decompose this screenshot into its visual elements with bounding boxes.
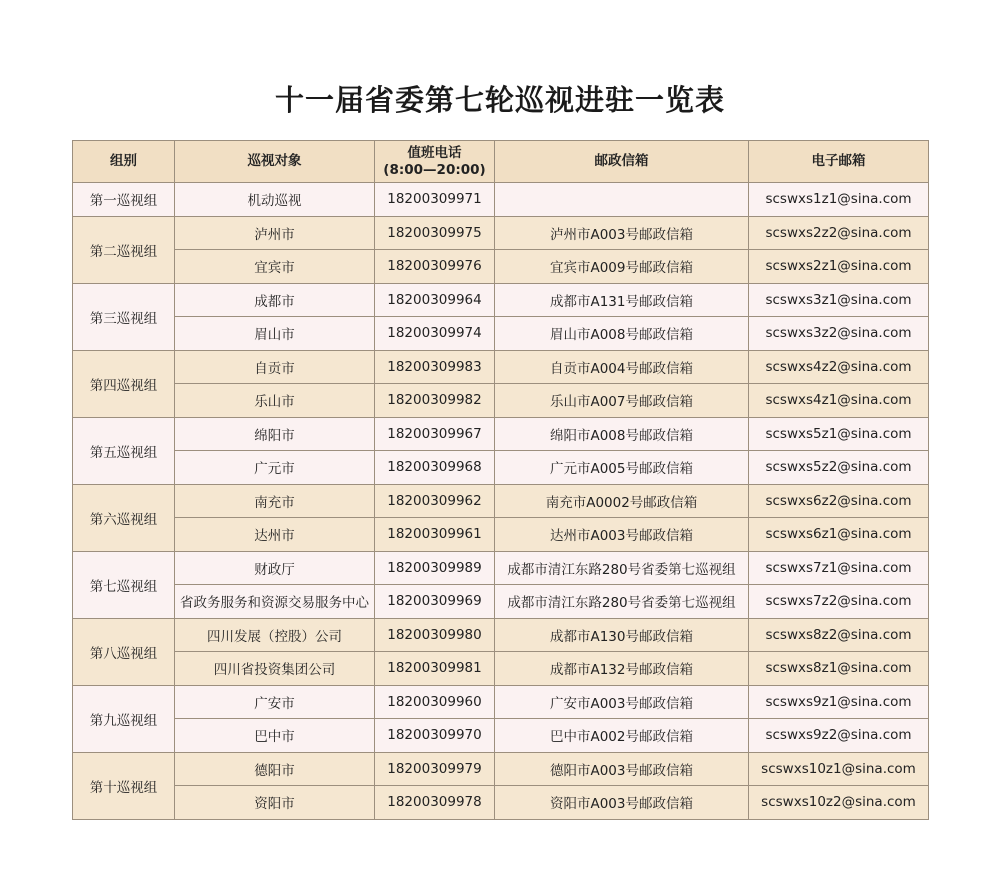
email-cell: scswxs8z2@sina.com <box>749 618 929 652</box>
target-cell: 广安市 <box>175 685 375 719</box>
inspection-table <box>72 140 929 820</box>
mailbox-cell: 眉山市A008号邮政信箱 <box>495 317 749 351</box>
mailbox-cell: 达州市A003号邮政信箱 <box>495 518 749 552</box>
phone-cell: 18200309974 <box>375 317 495 351</box>
header-row <box>73 141 929 183</box>
email-cell: scswxs5z2@sina.com <box>749 451 929 485</box>
mailbox-cell <box>495 183 749 217</box>
email-cell: scswxs3z1@sina.com <box>749 283 929 317</box>
table-header <box>73 141 929 183</box>
table-row <box>73 451 929 485</box>
target-cell: 泸州市 <box>175 216 375 250</box>
group-cell: 第九巡视组 <box>73 685 175 752</box>
table-row <box>73 183 929 217</box>
target-cell: 省政务服务和资源交易服务中心 <box>175 585 375 619</box>
phone-cell: 18200309962 <box>375 484 495 518</box>
mailbox-cell: 广安市A003号邮政信箱 <box>495 685 749 719</box>
phone-cell: 18200309970 <box>375 719 495 753</box>
header-phone-label: 值班电话 <box>407 144 462 161</box>
email-cell: scswxs1z1@sina.com <box>749 183 929 217</box>
email-cell: scswxs9z2@sina.com <box>749 719 929 753</box>
table-row <box>73 719 929 753</box>
email-cell: scswxs7z2@sina.com <box>749 585 929 619</box>
group-cell: 第十巡视组 <box>73 752 175 819</box>
target-cell: 四川省投资集团公司 <box>175 652 375 686</box>
phone-cell: 18200309975 <box>375 216 495 250</box>
target-cell: 巴中市 <box>175 719 375 753</box>
email-cell: scswxs2z1@sina.com <box>749 250 929 284</box>
mailbox-cell: 成都市A132号邮政信箱 <box>495 652 749 686</box>
mailbox-cell: 成都市A131号邮政信箱 <box>495 283 749 317</box>
table-body <box>73 183 929 820</box>
target-cell: 宜宾市 <box>175 250 375 284</box>
mailbox-cell: 泸州市A003号邮政信箱 <box>495 216 749 250</box>
email-cell: scswxs8z1@sina.com <box>749 652 929 686</box>
table-row <box>73 685 929 719</box>
email-cell: scswxs4z2@sina.com <box>749 350 929 384</box>
header-group: 组别 <box>73 141 175 183</box>
phone-cell: 18200309964 <box>375 283 495 317</box>
target-cell: 资阳市 <box>175 786 375 820</box>
header-email: 电子邮箱 <box>749 141 929 183</box>
group-cell: 第六巡视组 <box>73 484 175 551</box>
target-cell: 乐山市 <box>175 384 375 418</box>
mailbox-cell: 自贡市A004号邮政信箱 <box>495 350 749 384</box>
email-cell: scswxs6z1@sina.com <box>749 518 929 552</box>
phone-cell: 18200309982 <box>375 384 495 418</box>
target-cell: 眉山市 <box>175 317 375 351</box>
target-cell: 广元市 <box>175 451 375 485</box>
email-cell: scswxs9z1@sina.com <box>749 685 929 719</box>
header-target: 巡视对象 <box>175 141 375 183</box>
email-cell: scswxs7z1@sina.com <box>749 551 929 585</box>
target-cell: 成都市 <box>175 283 375 317</box>
table-row <box>73 250 929 284</box>
phone-cell: 18200309980 <box>375 618 495 652</box>
header-mailbox: 邮政信箱 <box>495 141 749 183</box>
phone-cell: 18200309971 <box>375 183 495 217</box>
table-row <box>73 216 929 250</box>
email-cell: scswxs10z2@sina.com <box>749 786 929 820</box>
table-row <box>73 417 929 451</box>
target-cell: 德阳市 <box>175 752 375 786</box>
mailbox-cell: 资阳市A003号邮政信箱 <box>495 786 749 820</box>
table-row <box>73 317 929 351</box>
target-cell: 财政厅 <box>175 551 375 585</box>
table-row <box>73 786 929 820</box>
mailbox-cell: 成都市清江东路280号省委第七巡视组 <box>495 551 749 585</box>
phone-cell: 18200309979 <box>375 752 495 786</box>
phone-cell: 18200309960 <box>375 685 495 719</box>
mailbox-cell: 成都市清江东路280号省委第七巡视组 <box>495 585 749 619</box>
group-cell: 第三巡视组 <box>73 283 175 350</box>
phone-cell: 18200309989 <box>375 551 495 585</box>
phone-cell: 18200309961 <box>375 518 495 552</box>
table-row <box>73 484 929 518</box>
header-phone <box>375 141 495 183</box>
phone-cell: 18200309981 <box>375 652 495 686</box>
table-row <box>73 384 929 418</box>
table-row <box>73 652 929 686</box>
target-cell: 自贡市 <box>175 350 375 384</box>
email-cell: scswxs4z1@sina.com <box>749 384 929 418</box>
page-title: 十一届省委第七轮巡视进驻一览表 <box>274 83 725 117</box>
group-cell: 第一巡视组 <box>73 183 175 217</box>
table-row <box>73 518 929 552</box>
mailbox-cell: 宜宾市A009号邮政信箱 <box>495 250 749 284</box>
group-cell: 第七巡视组 <box>73 551 175 618</box>
mailbox-cell: 广元市A005号邮政信箱 <box>495 451 749 485</box>
table-row <box>73 551 929 585</box>
group-cell: 第八巡视组 <box>73 618 175 685</box>
email-cell: scswxs5z1@sina.com <box>749 417 929 451</box>
email-cell: scswxs6z2@sina.com <box>749 484 929 518</box>
phone-cell: 18200309978 <box>375 786 495 820</box>
target-cell: 达州市 <box>175 518 375 552</box>
group-cell: 第二巡视组 <box>73 216 175 283</box>
table-row <box>73 752 929 786</box>
phone-cell: 18200309976 <box>375 250 495 284</box>
mailbox-cell: 乐山市A007号邮政信箱 <box>495 384 749 418</box>
phone-cell: 18200309983 <box>375 350 495 384</box>
mailbox-cell: 德阳市A003号邮政信箱 <box>495 752 749 786</box>
target-cell: 机动巡视 <box>175 183 375 217</box>
table-row <box>73 350 929 384</box>
phone-cell: 18200309969 <box>375 585 495 619</box>
group-cell: 第五巡视组 <box>73 417 175 484</box>
group-cell: 第四巡视组 <box>73 350 175 417</box>
target-cell: 四川发展（控股）公司 <box>175 618 375 652</box>
email-cell: scswxs2z2@sina.com <box>749 216 929 250</box>
phone-cell: 18200309968 <box>375 451 495 485</box>
table-row <box>73 585 929 619</box>
email-cell: scswxs3z2@sina.com <box>749 317 929 351</box>
table-row <box>73 618 929 652</box>
mailbox-cell: 巴中市A002号邮政信箱 <box>495 719 749 753</box>
target-cell: 绵阳市 <box>175 417 375 451</box>
mailbox-cell: 绵阳市A008号邮政信箱 <box>495 417 749 451</box>
email-cell: scswxs10z1@sina.com <box>749 752 929 786</box>
phone-cell: 18200309967 <box>375 417 495 451</box>
header-phone-hours: (8:00—20:00) <box>383 161 486 178</box>
mailbox-cell: 成都市A130号邮政信箱 <box>495 618 749 652</box>
table-row <box>73 283 929 317</box>
mailbox-cell: 南充市A0002号邮政信箱 <box>495 484 749 518</box>
target-cell: 南充市 <box>175 484 375 518</box>
